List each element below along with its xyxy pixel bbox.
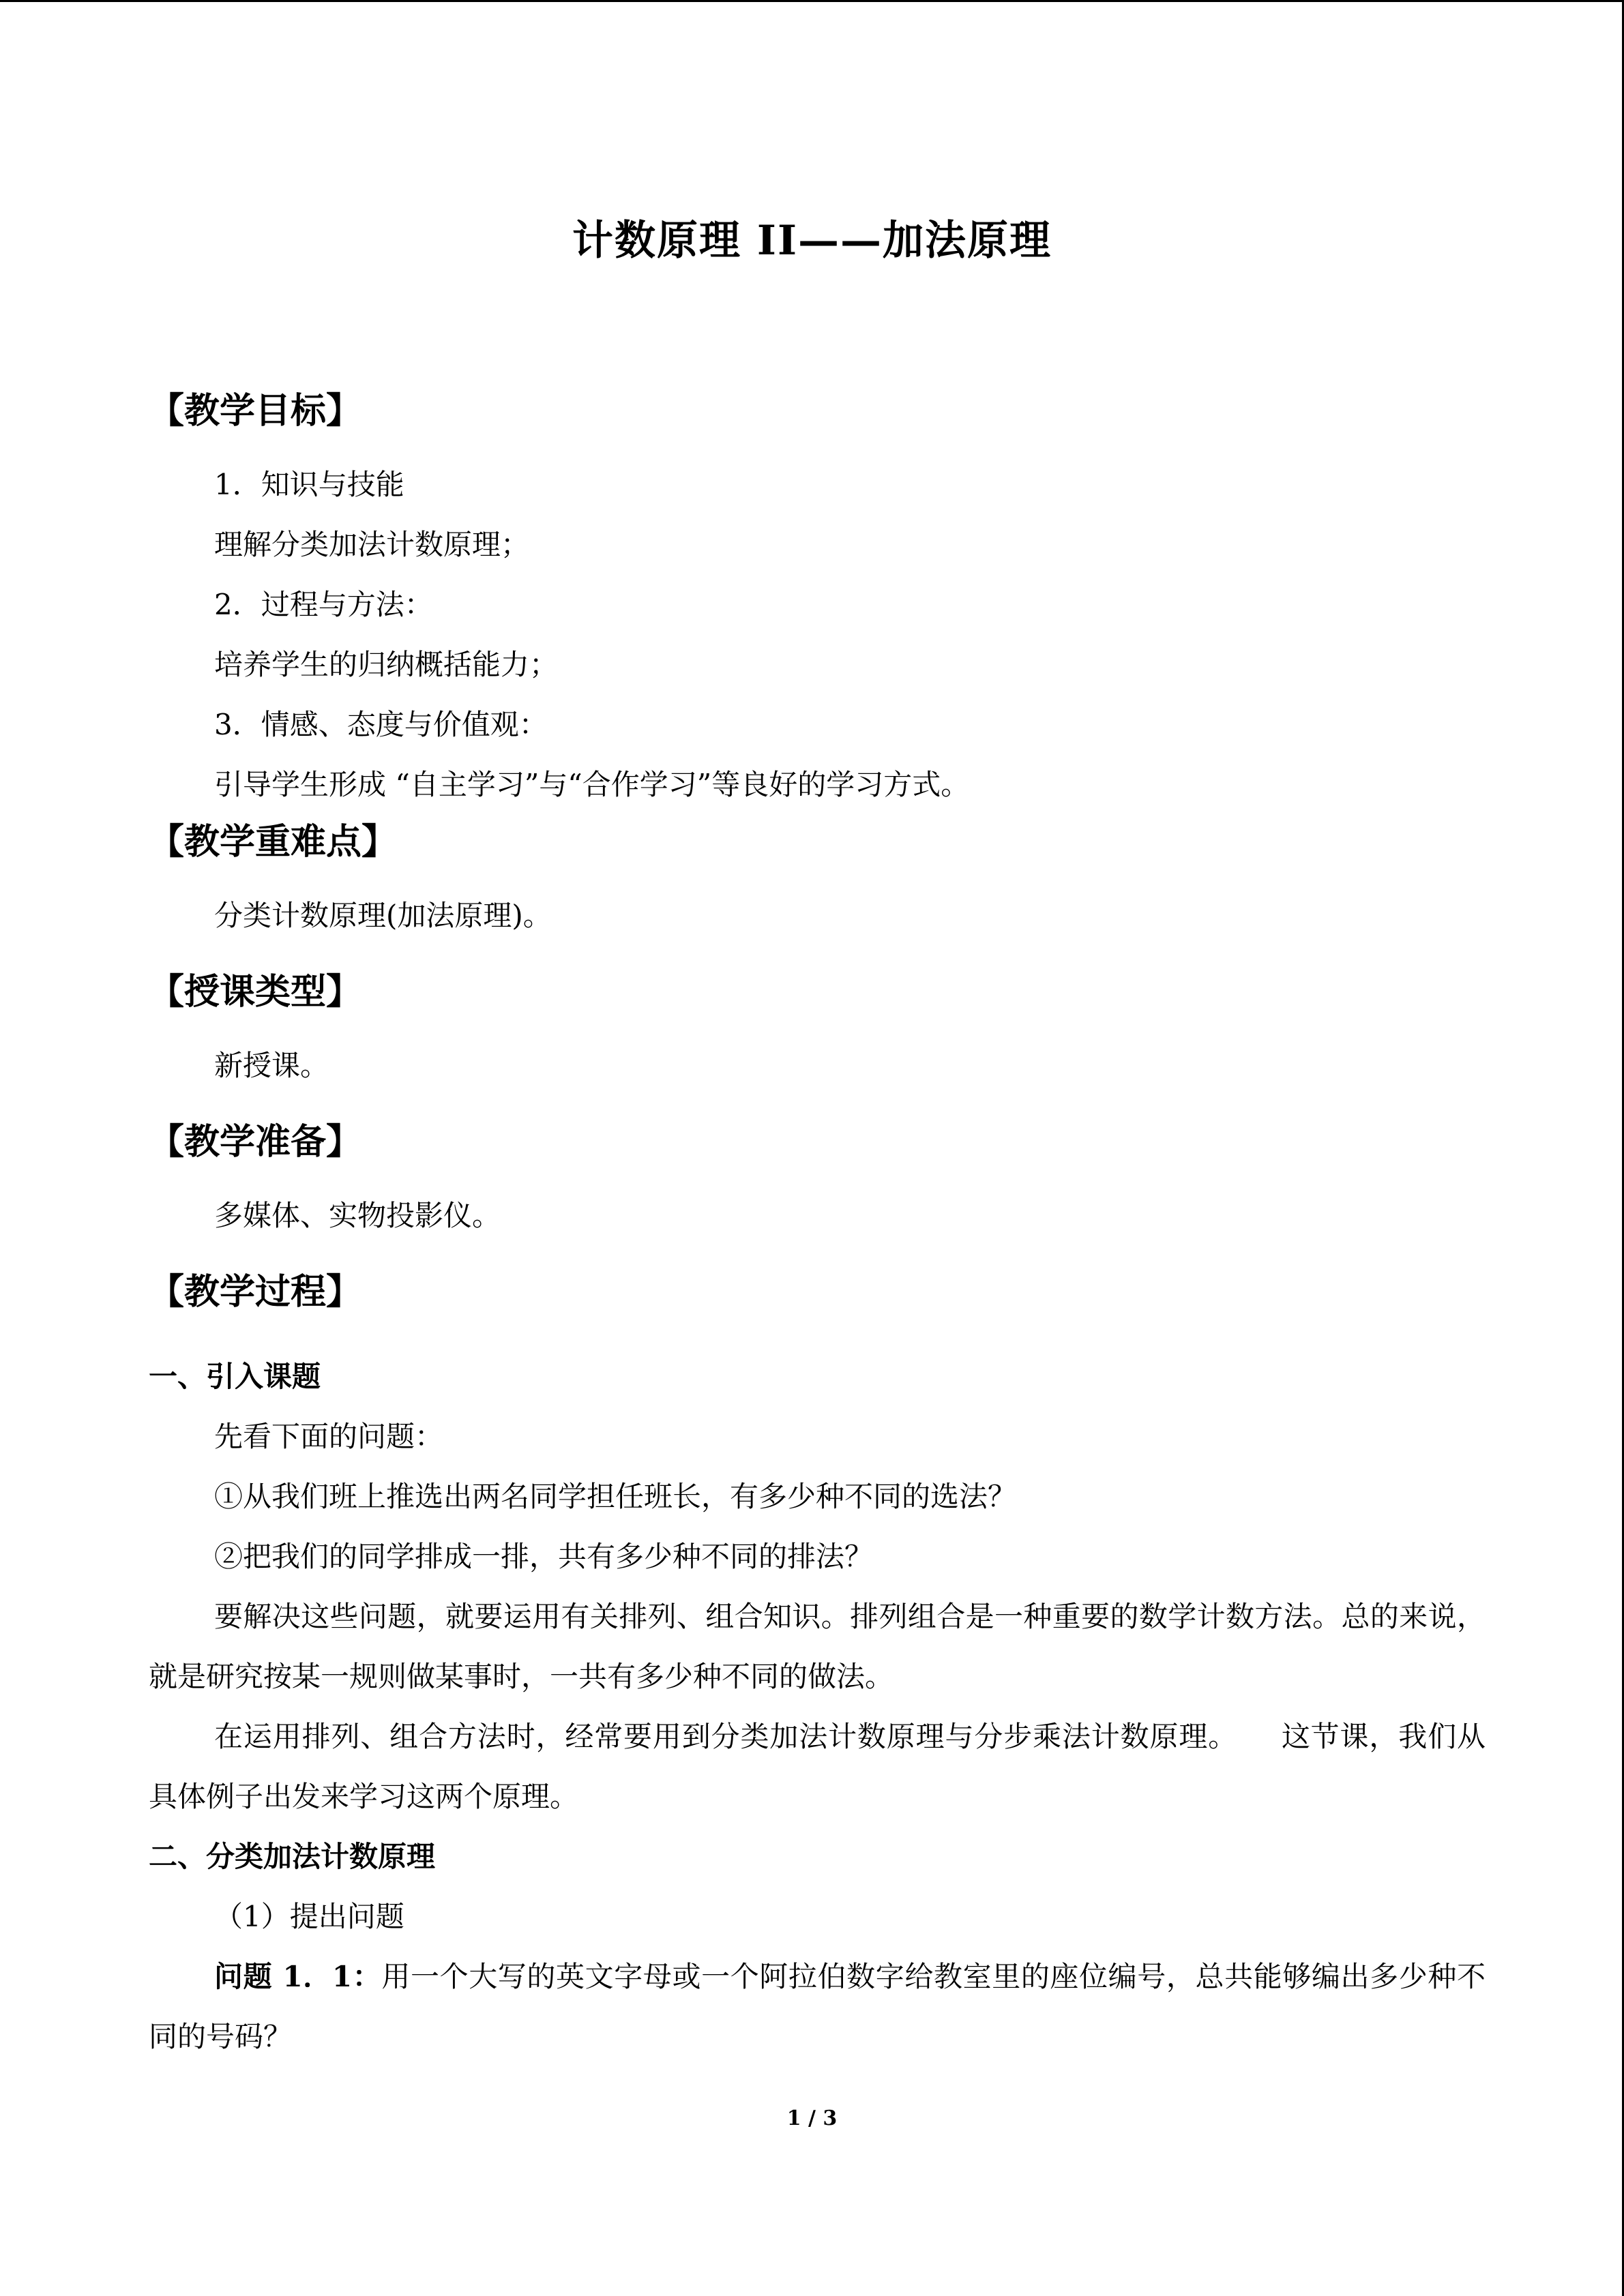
- objective-line: 培养学生的归纳概括能力；: [214, 648, 559, 681]
- preparation-text: 多媒体、实物投影仪。: [214, 1199, 501, 1232]
- process-part1-paragraph-2: 在运用排列、组合方法时，经常要用到分类加法计数原理与分步乘法计数原理。 这节课，我们从具体例子出发来学习这两个原理。: [149, 1720, 1486, 1813]
- section-heading-lesson-type: 【授课类型】: [149, 971, 362, 1013]
- objective-line: 引导学生形成 “自主学习”与“合作学习”等良好的学习方式。: [214, 768, 970, 801]
- problem-label: 问题 1．1：: [214, 1960, 382, 1993]
- process-part2-problem: [149, 1947, 1486, 2067]
- section-heading-key-points: 【教学重难点】: [149, 821, 398, 863]
- process-part2-step: （1）提出问题: [214, 1900, 404, 1933]
- process-part1-paragraph-1: 要解决这些问题，就要运用有关排列、组合知识。排列组合是一种重要的数学计数方法。总的来说，就是研究按某一规则做某事时，一共有多少种不同的做法。: [149, 1600, 1486, 1693]
- problem-text: 用一个大写的英文字母或一个阿拉伯数字给教室里的座位编号，总共能够编出多少种不同的号码？: [149, 1960, 1486, 2053]
- document-body: [149, 384, 1486, 2067]
- process-part2-heading: 二、分类加法计数原理: [149, 1840, 436, 1873]
- process-part1-heading: 一、引入课题: [149, 1360, 321, 1393]
- objective-line: 1．知识与技能: [214, 468, 404, 501]
- page-indicator: 1 / 3: [786, 2106, 838, 2130]
- process-part1-question-2: ②把我们的同学排成一排，共有多少种不同的排法？: [214, 1540, 874, 1573]
- section-heading-preparation: 【教学准备】: [149, 1121, 362, 1163]
- objective-line: 3．情感、态度与价值观：: [214, 708, 548, 741]
- document-title: 计数原理 II——加法原理: [572, 217, 1052, 265]
- section-heading-process: 【教学过程】: [149, 1271, 362, 1313]
- process-part1-intro: 先看下面的问题：: [214, 1420, 444, 1453]
- key-points-text: 分类计数原理(加法原理)。: [214, 899, 552, 932]
- objective-line: 2．过程与方法：: [214, 588, 433, 621]
- lesson-type-text: 新授课。: [214, 1049, 329, 1082]
- process-part1-question-1: ①从我们班上推选出两名同学担任班长，有多少种不同的选法？: [214, 1480, 1017, 1513]
- section-heading-objectives: 【教学目标】: [149, 390, 362, 432]
- objective-line: 理解分类加法计数原理；: [214, 528, 530, 561]
